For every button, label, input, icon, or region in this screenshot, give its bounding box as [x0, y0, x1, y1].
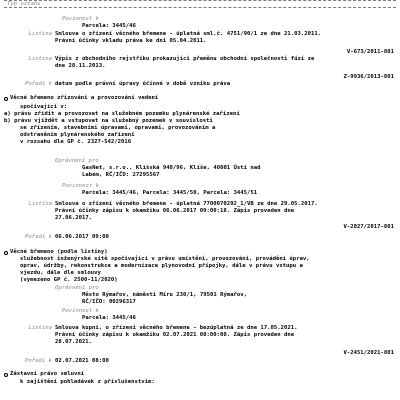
listina-text: Právní účinky zápisu k okamžiku 02.07.2021 08:00:00. Zápis proveden dne — [55, 332, 295, 338]
listina-text: Výpis z obchodního rejstříku prokazující přeměnu obchodní společnosti fúzí ze — [55, 56, 315, 62]
opravneni-text: Město Rýmařov, náměstí Míru 230/1, 79501 Rýmařov, — [82, 292, 248, 298]
listina-reference: Z-9936/2013-801 — [343, 74, 394, 80]
label-opravneni-pro: Oprávnění pro — [55, 285, 99, 291]
label-poradi-k: Pořadí k — [25, 358, 52, 364]
block-description: odstraněním plynárenského zařízení — [20, 132, 135, 138]
listina-text: 28.07.2021. — [55, 339, 93, 345]
opravneni-text: RČ/IČO: 00296317 — [82, 299, 136, 305]
listina-text: Právní účinky vkladu práva ke dni 05.04.2011. — [55, 38, 207, 44]
block-description: k zajištění pohledávek z příslušenstvím: — [20, 379, 155, 385]
poradi-text: datum podle právní úpravy účinné v době vzniku práva — [55, 81, 231, 87]
block-title: Zástavní právo smluvní — [10, 371, 85, 377]
header-row — [4, 0, 396, 8]
block-description: vjezdu, dále dle smlouvy — [20, 270, 101, 276]
label-listina: Listina — [28, 325, 52, 331]
listina-text: Smlouva o zřízení věcného břemene - úplatná sml.č. 4751/90/1 ze dne 21.03.2011. — [55, 31, 322, 37]
listina-reference: V-2451/2021-801 — [343, 350, 394, 356]
listina-reference: V-2027/2017-801 — [343, 224, 394, 230]
bullet-icon — [4, 251, 8, 255]
parcela-text: Parcela: 3445/46 — [82, 315, 136, 321]
block-description: (vymezeno GP č. 2500-11/2020) — [20, 277, 118, 283]
block-description: spočívající v: — [20, 104, 68, 110]
bullet-icon — [4, 97, 8, 101]
block-description: se zřízením, stavebními úpravami, opravami, provozováním a — [20, 125, 216, 131]
label-listina: Listina — [28, 56, 52, 62]
bullet-icon — [4, 373, 8, 377]
block-title: Věcné břemeno (podle listiny) — [10, 249, 108, 255]
listina-text: dne 28.11.2013. — [55, 63, 106, 69]
parcela-text: Parcela: 3445/46 — [82, 23, 136, 29]
opravneni-text: Labem, RČ/IČO: 27295567 — [82, 172, 160, 178]
poradi-text: 02.07.2021 08:00 — [55, 358, 109, 364]
opravneni-text: GasNet, s.r.o., Klíšská 940/96, Klíše, 40001 Ústí nad — [82, 165, 261, 171]
poradi-text: 06.06.2017 09:00 — [55, 234, 109, 240]
label-listina: Listina — [28, 201, 52, 207]
label-povinnost-k: Povinnost k — [62, 16, 100, 22]
label-listina: Listina — [28, 31, 52, 37]
block-title: Věcné břemeno zřizování a provozování vedení — [10, 95, 159, 101]
block-description: b) právu vjíždět a vstupovat na služebný pozemek v souvislosti — [4, 118, 213, 124]
label-povinnost-k: Povinnost k — [62, 308, 100, 314]
label-opravneni-pro: Oprávnění pro — [55, 158, 99, 164]
listina-text: Právní účinky zápisu k okamžiku 06.06.2017 09:00:18. Zápis proveden dne — [55, 208, 295, 214]
block-description: služebnost inženýrské sítě spočívající v právu umístění, provozování, provádění úprav, — [20, 256, 310, 262]
listina-text: Smlouva o zřízení věcného břemene - úplatná 7700070292_1/VB ze dne 29.05.2017. — [55, 201, 318, 207]
label-poradi-k: Pořadí k — [25, 81, 52, 87]
block-description: oprav, údržby, rekonstrukce a modernizace plynovodní přípojky, dále v právu vstupu a — [20, 263, 303, 269]
listina-text: Smlouva kupní, o zřízení věcného břemene - bezúplatná ze dne 17.05.2021. — [55, 325, 298, 331]
label-povinnost-k: Povinnost k — [62, 183, 100, 189]
listina-text: 27.06.2017. — [55, 215, 93, 221]
block-description: v rozsahu dle GP č. 2327-542/2016 — [20, 139, 132, 145]
header-label: Typ vztahu — [7, 1, 41, 7]
label-poradi-k: Pořadí k — [25, 234, 52, 240]
listina-reference: V-673/2011-801 — [346, 49, 394, 55]
block-description: a) právu zřídit a provozovat na služebném pozemku plynárenské zařízení — [4, 111, 240, 117]
parcela-text: Parcela: 3445/46, Parcela: 3445/50, Parcela: 3445/51 — [82, 190, 258, 196]
